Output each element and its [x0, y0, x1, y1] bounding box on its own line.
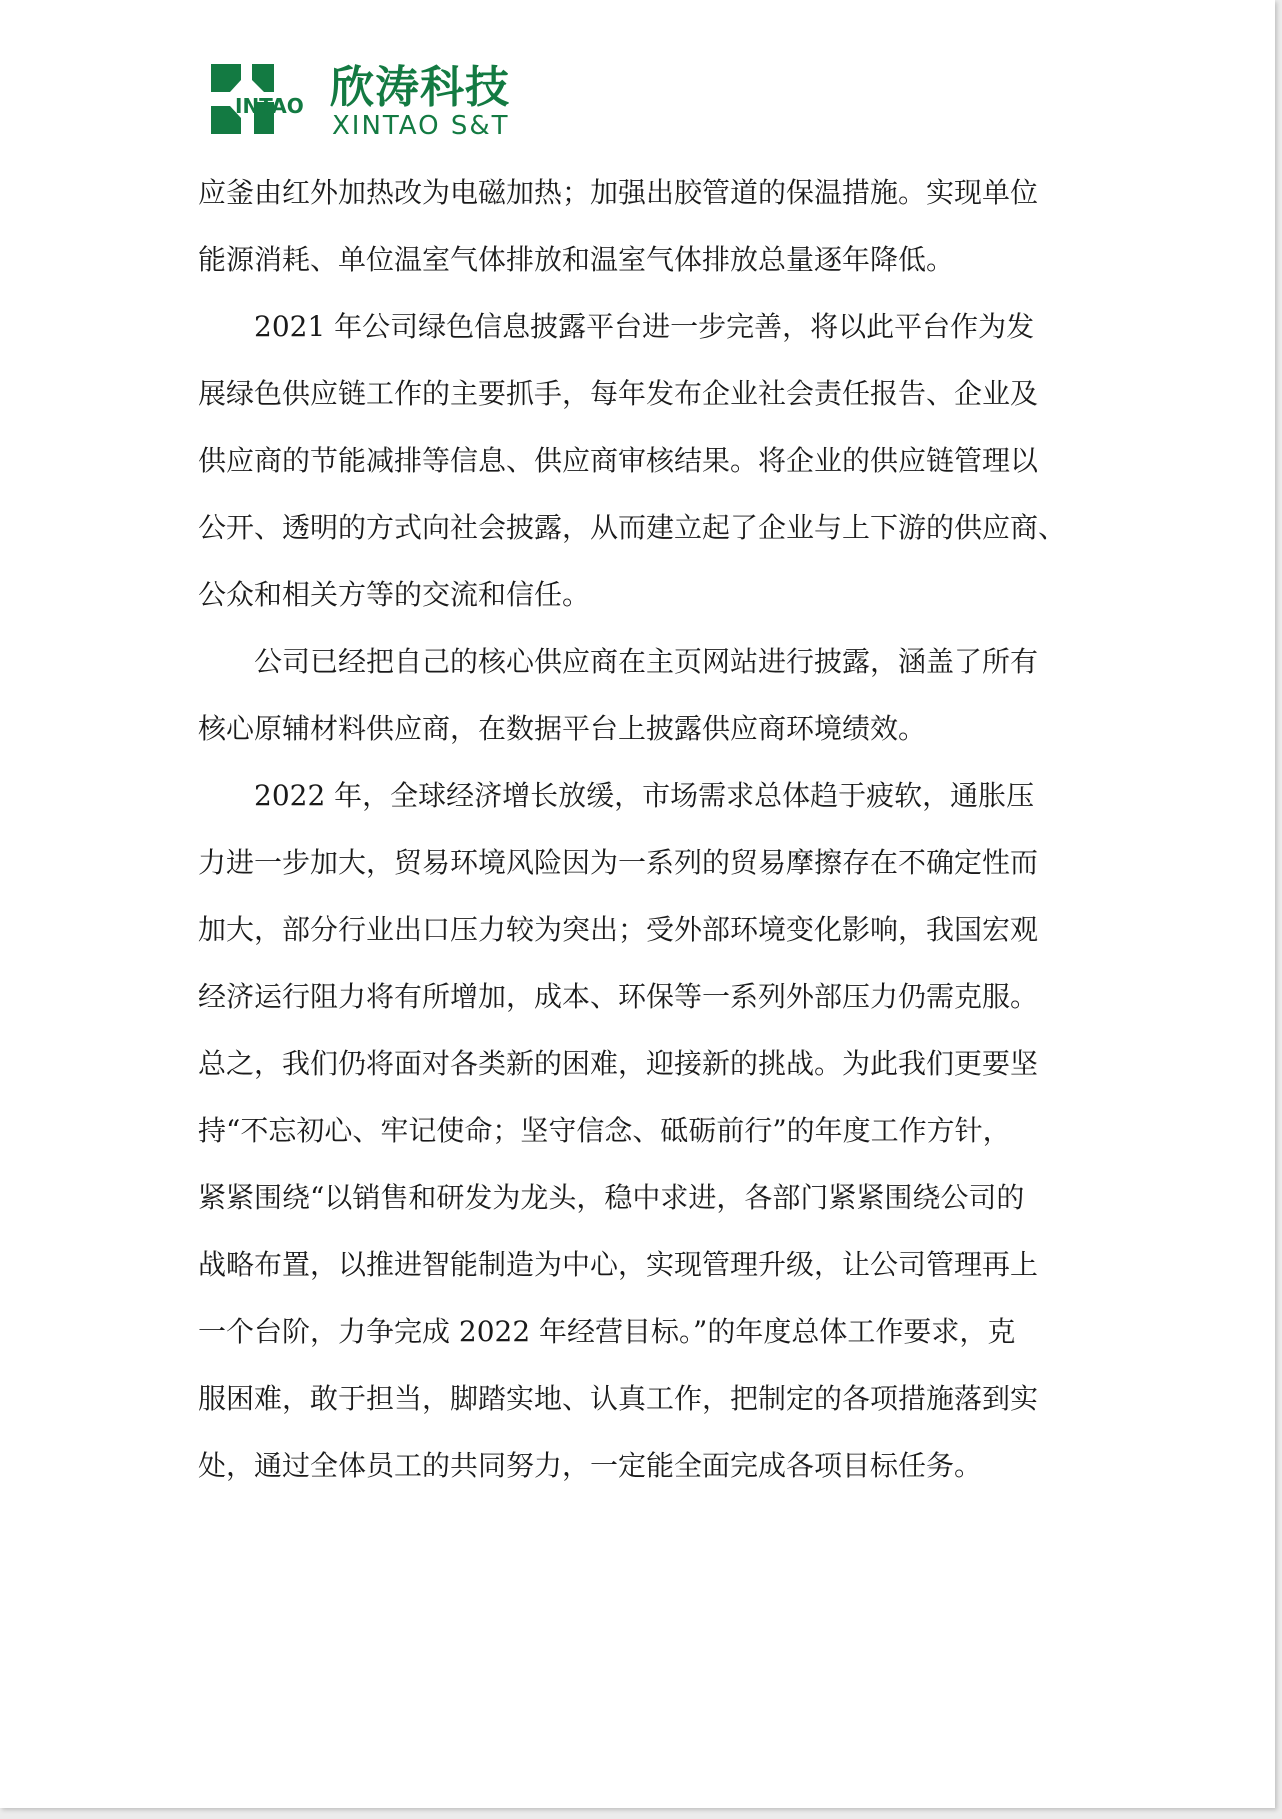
text-line: 核心原辅材料供应商，在数据平台上披露供应商环境绩效。	[198, 712, 927, 745]
text-line: 紧紧围绕“以销售和研发为龙头，稳中求进，各部门紧紧围绕公司的	[198, 1181, 1025, 1214]
text-line: 一个台阶，力争完成 2022 年经营目标。”的年度总体工作要求，克	[198, 1315, 1016, 1348]
body-paragraph	[198, 159, 1090, 293]
company-name-cn: 欣涛科技	[330, 62, 510, 113]
text-line: 能源消耗、单位温室气体排放和温室气体排放总量逐年降低。	[198, 243, 955, 276]
text-line: 公开、透明的方式向社会披露，从而建立起了企业与上下游的供应商、	[198, 511, 1067, 544]
body-paragraph	[198, 762, 1090, 1499]
company-name-en: XINTAO S&T	[332, 111, 510, 141]
svg-text:INTAO: INTAO	[235, 94, 304, 118]
text-line: 展绿色供应链工作的主要抓手，每年发布企业社会责任报告、企业及	[198, 377, 1039, 410]
text-line: 公司已经把自己的核心供应商在主页网站进行披露，涵盖了所有	[254, 645, 1039, 678]
text-line: 持“不忘初心、牢记使命；坚守信念、砥砺前行”的年度工作方针，	[198, 1114, 1011, 1147]
text-line: 应釜由红外加热改为电磁加热；加强出胶管道的保温措施。实现单位	[198, 176, 1039, 209]
text-line: 经济运行阻力将有所增加，成本、环保等一系列外部压力仍需克服。	[198, 980, 1039, 1013]
xintao-logo-mark-icon	[208, 62, 316, 138]
company-logo	[208, 62, 508, 146]
body-paragraph	[198, 628, 1090, 762]
text-line: 服困难，敢于担当，脚踏实地、认真工作，把制定的各项措施落到实	[198, 1382, 1039, 1415]
text-line: 处，通过全体员工的共同努力，一定能全面完成各项目标任务。	[198, 1449, 983, 1482]
text-line: 2022 年，全球经济增长放缓，市场需求总体趋于疲软，通胀压	[254, 779, 1035, 812]
body-paragraph	[198, 293, 1090, 628]
text-line: 公众和相关方等的交流和信任。	[198, 578, 591, 611]
text-line: 供应商的节能减排等信息、供应商审核结果。将企业的供应链管理以	[198, 444, 1039, 477]
text-line: 加大，部分行业出口压力较为突出；受外部环境变化影响，我国宏观	[198, 913, 1039, 946]
document-body	[198, 159, 1090, 1499]
text-line: 2021 年公司绿色信息披露平台进一步完善，将以此平台作为发	[254, 310, 1035, 343]
text-line: 总之，我们仍将面对各类新的困难，迎接新的挑战。为此我们更要坚	[198, 1047, 1039, 1080]
text-line: 战略布置，以推进智能制造为中心，实现管理升级，让公司管理再上	[198, 1248, 1039, 1281]
text-line: 力进一步加大，贸易环境风险因为一系列的贸易摩擦存在不确定性而	[198, 846, 1039, 879]
